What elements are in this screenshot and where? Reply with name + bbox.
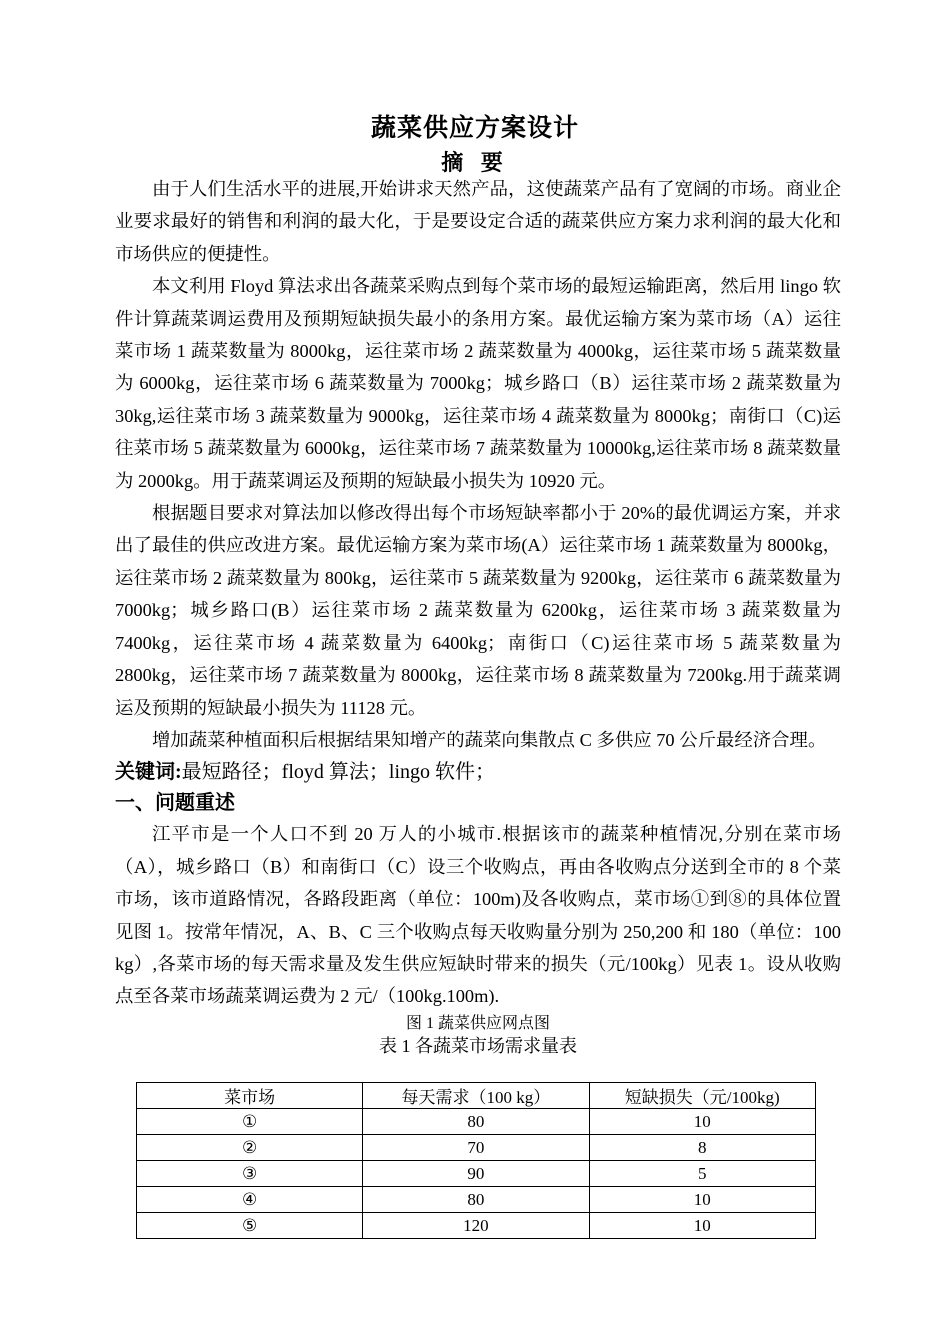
table-row: [137, 1161, 816, 1187]
abstract-paragraph-4: 增加蔬菜种植面积后根据结果知增产的蔬菜向集散点 C 多供应 70 公斤最经济合理。: [152, 729, 827, 750]
cell-loss: 5: [589, 1161, 816, 1187]
abstract-paragraph-2: 本文利用 Floyd 算法求出各蔬菜采购点到每个菜市场的最短运输距离，然后用 lingo 软件计算蔬菜调运费用及预期短缺损失最小的条用方案。最优运输方案为菜市场（A）运往菜市场 1 蔬菜数量为 8000kg，运往菜市场 2 蔬菜数量为 4000kg，运往菜市场 5 蔬菜数量为 6000kg，运往菜市场 6 蔬菜数量为 7000kg；城乡路口（B）运往菜市场 2 蔬菜数量为 30kg,运往菜市场 3 蔬菜数量为 9000kg，运往菜市场 4 蔬菜数量为 8000kg；南街口（C)运往菜市场 5 蔬菜数量为 6000kg，运往菜市场 7 蔬菜数量为 10000kg,运往菜市场 8 蔬菜数量为 2000kg。用于蔬菜调运及预期的短缺最小损失为 10920 元。: [115, 276, 841, 491]
keywords-label: 关键词:: [115, 761, 182, 784]
cell-demand: 70: [363, 1135, 589, 1161]
demand-table: [136, 1082, 816, 1239]
abstract-heading: 摘 要: [441, 150, 509, 175]
figure-caption: 图 1 蔬菜供应网点图: [405, 1014, 550, 1032]
table-row: [137, 1109, 816, 1135]
paper-title: 蔬菜供应方案设计: [370, 115, 579, 142]
header-market: 菜市场: [137, 1083, 363, 1109]
table-row: [137, 1187, 816, 1213]
table-caption: 表 1 各蔬菜市场需求量表: [379, 1035, 577, 1056]
document-body: [115, 173, 841, 1057]
cell-loss: 10: [589, 1213, 816, 1239]
header-daily-demand: 每天需求（100 kg）: [363, 1083, 589, 1109]
cell-demand: 120: [363, 1213, 589, 1239]
section-1-paragraph: 江平市是一个人口不到 20 万人的小城市.根据该市的蔬菜种植情况,分别在菜市场（A），城乡路口（B）和南街口（C）设三个收购点，再由各收购点分送到全市的 8 个菜市场，该市道路情况，各路段距离（单位：100m)及各收购点，菜市场①到⑧的具体位置见图 1。按常年情况，A、B、C 三个收购点每天收购量分别为 250,200 和 180（单位：100 kg）,各菜市场的每天需求量及发生供应短缺时带来的损失（元/100kg）见表 1。设从收购点至各菜市场蔬菜调运费为 2 元/（100kg.100m).: [115, 824, 841, 1007]
abstract-paragraph-3: 根据题目要求对算法加以修改得出每个市场短缺率都小于 20%的最优调运方案，并求出了最佳的供应改进方案。最优运输方案为菜市场(A）运往菜市场 1 蔬菜数量为 8000kg，运往菜市场 2 蔬菜数量为 800kg，运往菜市 5 蔬菜数量为 9200kg，运往菜市 6 蔬菜数量为 7000kg；城乡路口(B）运往菜市场 2 蔬菜数量为 6200kg，运往菜市场 3 蔬菜数量为 7400kg，运往菜市场 4 蔬菜数量为 6400kg；南街口（C)运往菜市场 5 蔬菜数量为 2800kg，运往菜市场 7 蔬菜数量为 8000kg，运往菜市场 8 蔬菜数量为 7200kg.用于蔬菜调运及预期的短缺最小损失为 11128 元。: [115, 503, 841, 718]
cell-loss: 10: [589, 1187, 816, 1213]
header-shortage-loss: 短缺损失（元/100kg): [589, 1083, 816, 1109]
cell-demand: 80: [363, 1187, 589, 1213]
cell-loss: 10: [589, 1109, 816, 1135]
table-row: [137, 1135, 816, 1161]
cell-demand: 80: [363, 1109, 589, 1135]
cell-market: ①: [137, 1109, 363, 1135]
table-row: [137, 1213, 816, 1239]
cell-market: ③: [137, 1161, 363, 1187]
cell-market: ⑤: [137, 1213, 363, 1239]
cell-market: ②: [137, 1135, 363, 1161]
abstract-paragraph-1: 由于人们生活水平的进展,开始讲求天然产品，这使蔬菜产品有了宽阔的市场。商业企业要求最好的销售和利润的最大化，于是要设定合适的蔬菜供应方案力求利润的最大化和市场供应的便捷性。: [115, 179, 841, 264]
cell-loss: 8: [589, 1135, 816, 1161]
keywords-text: 最短路径；floyd 算法；lingo 软件；: [181, 761, 496, 784]
keywords-line: [115, 756, 841, 788]
table-header-row: [137, 1083, 816, 1109]
cell-demand: 90: [363, 1161, 589, 1187]
section-heading-1: 一、问题重述: [115, 792, 235, 815]
cell-market: ④: [137, 1187, 363, 1213]
